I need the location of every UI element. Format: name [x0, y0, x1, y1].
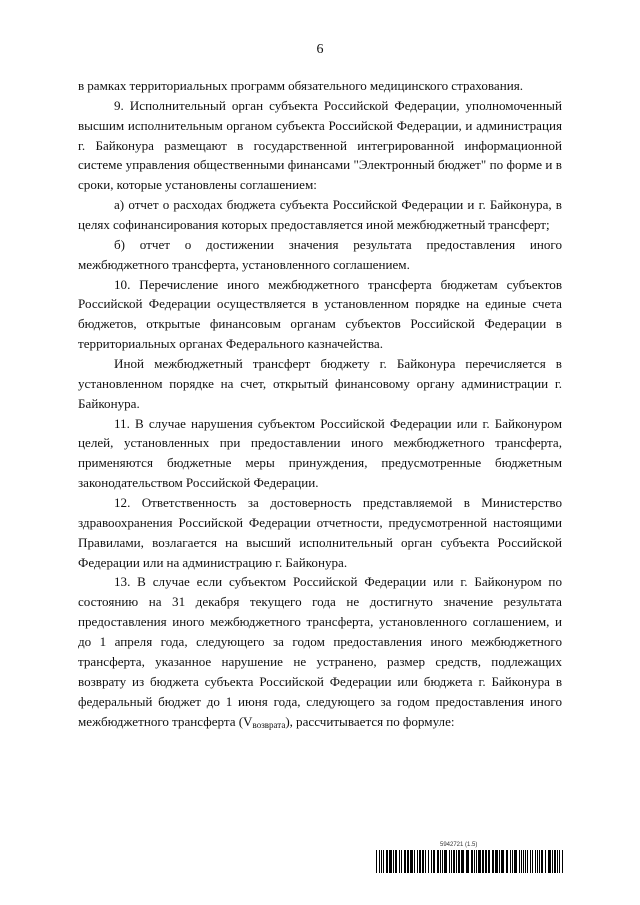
paragraph-item-10-baikonur: Иной межбюджетный трансферт бюджету г. Байконура перечисляется в установленном порядке на счет, открытый финансовому органу администрации г. Байконура.	[78, 356, 562, 411]
paragraph-item-12: 12. Ответственность за достоверность представляемой в Министерство здравоохранения Российской Федерации отчетности, предусмотренной настоящими Правилами, возлагается на высший исполнительный орган субъекта Российской Федерации или на администрацию г. Байконура.	[78, 495, 562, 570]
paragraph-item-13-tail: ), рассчитывается по формуле:	[285, 713, 455, 729]
paragraph-continuation: в рамках территориальных программ обязательного медицинского страхования.	[78, 78, 524, 93]
document-code: 5942721 (1.5)	[440, 842, 478, 848]
paragraph-item-10: 10. Перечисление иного межбюджетного трансферта бюджетам субъектов Российской Федерации осуществляется в установленном порядке на единые счета бюджетов, открытые финансовым органам субъектов Российской Федерации в территориальных органах Федерального казначейства.	[78, 276, 562, 352]
paragraph-item-13	[78, 572, 562, 731]
paragraph-item-9: 9. Исполнительный орган субъекта Российской Федерации, уполномоченный высшим исполнительным органом субъекта Российской Федерации, и администрация г. Байконура размещают в государственной интегрированной информационной системе управления общественными финансами "Электронный бюджет" по форме и в сроки, которые установлены соглашением:	[78, 97, 562, 193]
barcode-image	[376, 850, 565, 873]
paragraph-subitem-b: б) отчет о достижении значения результата предоставления иного межбюджетного трансферта, установленного соглашением.	[78, 236, 562, 272]
paragraph-item-11: 11. В случае нарушения субъектом Российской Федерации или г. Байконуром целей, установленных при предоставлении иного межбюджетного трансферта, применяются бюджетные меры принуждения, предусмотренные бюджетным законодательством Российской Федерации.	[78, 415, 562, 491]
return-volume-subscript: возврата	[252, 719, 286, 730]
paragraph-item-13-text: 13. В случае если субъектом Российской Федерации или г. Байконуром по состоянию на 31 декабря текущего года не достигнуто значение результата предоставления иного межбюджетного трансферта, установленного соглашением, и до 1 апреля года, следующего за годом предоставления иного межбюджетного трансферта, указанное нарушение не устранено, размер средств, подлежащих возврату из бюджета субъекта Российской Федерации или бюджета г. Байконура в федеральный бюджет до 1 июня года, следующего за годом предоставления иного межбюджетного трансферта (V	[78, 574, 562, 729]
paragraph-subitem-a: а) отчет о расходах бюджета субъекта Российской Федерации и г. Байконура, в целях софинансирования которых предоставляется иной межбюджетный трансферт;	[78, 197, 562, 233]
document-body	[78, 76, 562, 731]
page-number: 6	[316, 42, 324, 57]
